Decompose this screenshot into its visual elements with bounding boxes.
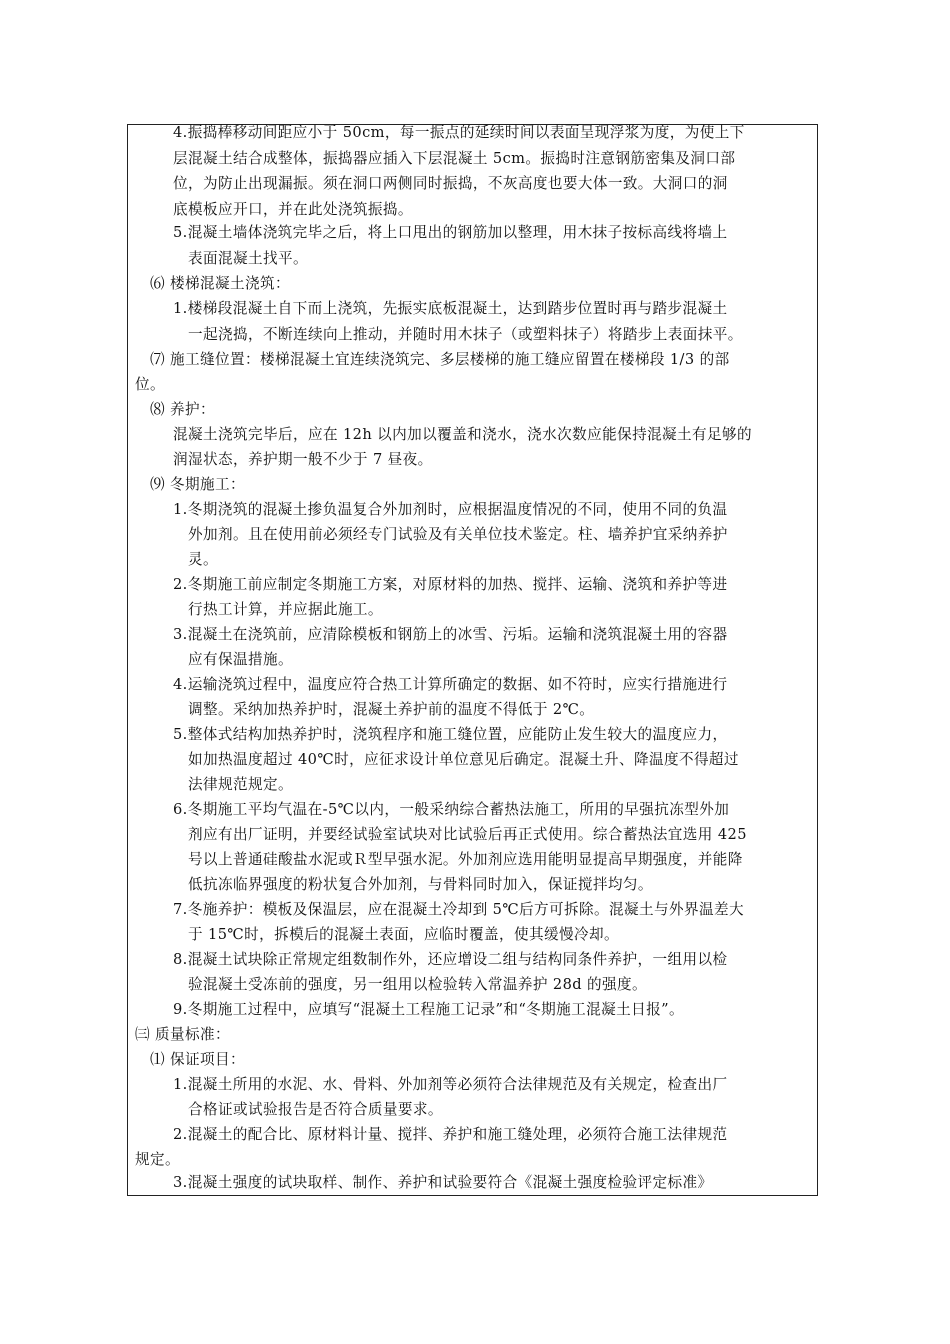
text-line: 低抗冻临界强度的粉状复合外加剂，与骨料同时加入，保证搅拌均匀。 xyxy=(188,876,653,893)
text-line: 应有保温措施。 xyxy=(188,651,293,668)
text-line: 1.混凝土所用的水泥、水、骨料、外加剂等必须符合法律规范及有关规定，检查出厂 xyxy=(173,1076,728,1093)
text-line: 3.混凝土强度的试块取样、制作、养护和试验要符合《混凝土强度检验评定标准》 xyxy=(173,1174,713,1191)
text-line: 4.振捣棒移动间距应小于 50cm，每一振点的延续时间以表面呈现浮浆为度，为使上下 xyxy=(173,124,745,141)
text-line: 验混凝土受冻前的强度，另一组用以检验转入常温养护 28d 的强度。 xyxy=(188,976,648,993)
text-line: 合格证或试验报告是否符合质量要求。 xyxy=(188,1101,443,1118)
text-line: 如加热温度超过 40℃时，应征求设计单位意见后确定。混凝土升、降温度不得超过 xyxy=(188,751,739,768)
text-line: 4.运输浇筑过程中，温度应符合热工计算所确定的数据、如不符时，应实行措施进行 xyxy=(173,676,728,693)
text-line: 一起浇捣，不断连续向上推动，并随时用木抹子（或塑料抹子）将踏步上表面抹平。 xyxy=(188,326,743,343)
section-heading: ㈢ 质量标准： xyxy=(135,1026,231,1043)
text-line: 3.混凝土在浇筑前，应清除模板和钢筋上的冰雪、污垢。运输和浇筑混凝土用的容器 xyxy=(173,626,728,643)
section-heading: ⑼ 冬期施工： xyxy=(150,476,246,493)
section-heading: ⑻ 养护： xyxy=(150,401,216,418)
text-line: 调整。采纳加热养护时，混凝土养护前的温度不得低于 2℃。 xyxy=(188,701,595,718)
text-line: 底模板应开口，并在此处浇筑振捣。 xyxy=(173,201,413,218)
text-line: 1.楼梯段混凝土自下而上浇筑，先振实底板混凝土，达到踏步位置时再与踏步混凝土 xyxy=(173,300,728,317)
text-line: 6.冬期施工平均气温在-5℃以内，一般采纳综合蓄热法施工，所用的早强抗冻型外加 xyxy=(173,801,730,818)
text-line: 号以上普通硅酸盐水泥或Ｒ型早强水泥。外加剂应选用能明显提高早期强度，并能降 xyxy=(188,851,743,868)
text-line: 灵。 xyxy=(188,551,218,568)
text-line: 8.混凝土试块除正常规定组数制作外，还应增设二组与结构同条件养护，一组用以检 xyxy=(173,951,728,968)
text-line: 2.混凝土的配合比、原材料计量、搅拌、养护和施工缝处理，必须符合施工法律规范 xyxy=(173,1126,728,1143)
text-line: 7.冬施养护：模板及保温层，应在混凝土冷却到 5℃后方可拆除。混凝土与外界温差大 xyxy=(173,901,744,918)
text-line: 外加剂。且在使用前必须经专门试验及有关单位技术鉴定。柱、墙养护宜采纳养护 xyxy=(188,526,728,543)
text-line: 行热工计算，并应据此施工。 xyxy=(188,601,383,618)
text-line: 混凝土浇筑完毕后，应在 12h 以内加以覆盖和浇水，浇水次数应能保持混凝土有足够的 xyxy=(173,426,753,443)
text-line: 于 15℃时，拆模后的混凝土表面，应临时覆盖，使其缓慢冷却。 xyxy=(188,926,619,943)
section-heading: ⑴ 保证项目： xyxy=(150,1051,246,1068)
text-line: ⑺ 施工缝位置：楼梯混凝土宜连续浇筑完、多层楼梯的施工缝应留置在楼梯段 1/3 的部 xyxy=(150,351,730,368)
text-line: 表面混凝土找平。 xyxy=(188,250,308,267)
text-line: 位，为防止出现漏振。须在洞口两侧同时振捣，不灰高度也要大体一致。大洞口的洞 xyxy=(173,175,728,192)
text-line: 润湿状态，养护期一般不少于 7 昼夜。 xyxy=(173,451,433,468)
text-line: 法律规范规定。 xyxy=(188,776,293,793)
text-line: 2.冬期施工前应制定冬期施工方案，对原材料的加热、搅拌、运输、浇筑和养护等进 xyxy=(173,576,728,593)
text-line: 剂应有出厂证明，并要经试验室试块对比试验后再正式使用。综合蓄热法宜选用 425 xyxy=(188,826,747,843)
text-line: 1.冬期浇筑的混凝土掺负温复合外加剂时，应根据温度情况的不同，使用不同的负温 xyxy=(173,501,728,518)
text-line: 5.整体式结构加热养护时，浇筑程序和施工缝位置，应能防止发生较大的温度应力， xyxy=(173,726,728,743)
text-line: 规定。 xyxy=(135,1151,180,1168)
text-line: 位。 xyxy=(135,376,165,393)
text-line: 9.冬期施工过程中，应填写“混凝土工程施工记录”和“冬期施工混凝土日报”。 xyxy=(173,1001,684,1018)
text-line: 5.混凝土墙体浇筑完毕之后，将上口甩出的钢筋加以整理，用木抹子按标高线将墙上 xyxy=(173,224,728,241)
section-heading: ⑹ 楼梯混凝土浇筑： xyxy=(150,275,290,292)
text-line: 层混凝土结合成整体，振捣器应插入下层混凝土 5cm。振捣时注意钢筋密集及洞口部 xyxy=(173,150,736,167)
